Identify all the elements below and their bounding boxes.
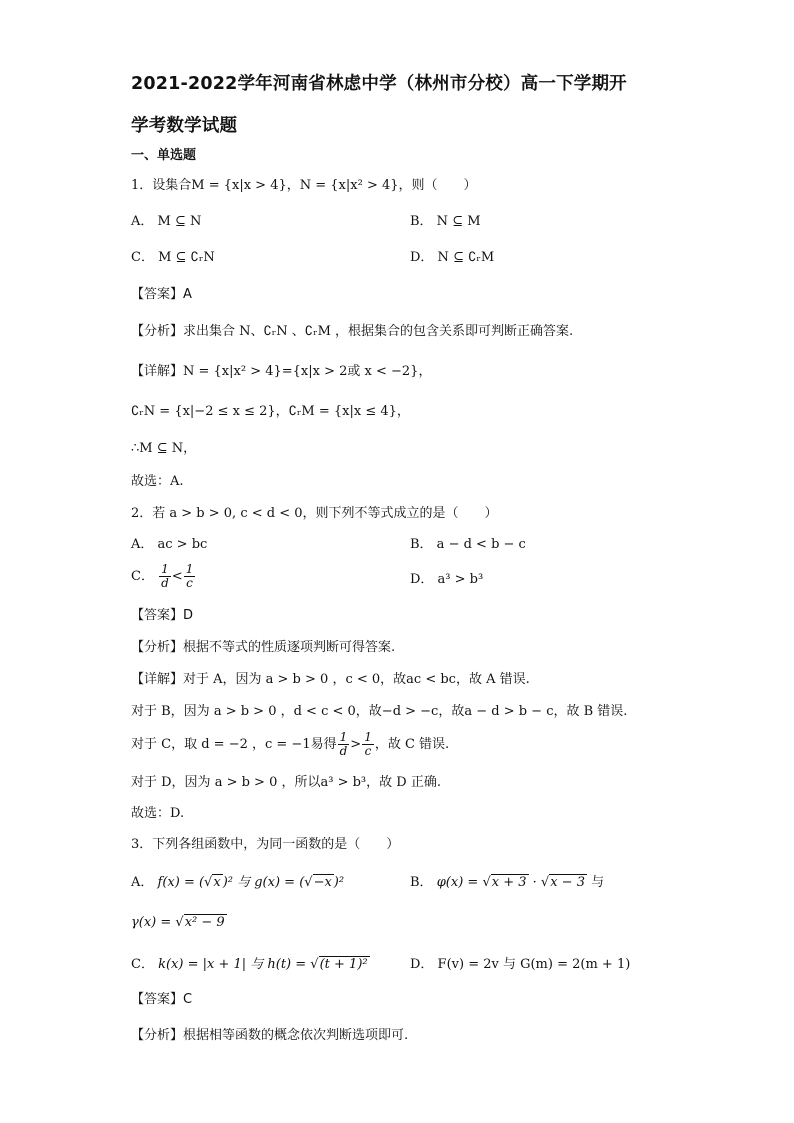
q2-option-a: A． ac > bc	[131, 537, 208, 552]
q3-option-b	[410, 873, 604, 893]
q3-option-c-text: k(x) = |x + 1| 与 h(t) =	[158, 957, 311, 972]
q2-option-c	[131, 563, 196, 590]
page-title-continued: 学考数学试题	[131, 116, 238, 136]
q2-answer: 【答案】D	[131, 608, 194, 623]
sqrt-icon: √	[304, 875, 313, 890]
q3-option-b-label: B．	[410, 875, 433, 890]
greater-than-sign: >	[350, 737, 362, 752]
q3-option-b-with: 与	[586, 875, 605, 890]
q2-option-c-label: C．	[131, 569, 154, 584]
sqrt-icon: √	[175, 915, 184, 930]
q3-analysis: 【分析】根据相等函数的概念依次判断选项即可.	[131, 1028, 409, 1043]
q1-option-d: D． N ⊆ ∁ᵣM	[410, 250, 495, 265]
sqrt-icon: √	[482, 875, 491, 890]
q2-option-d: D． a³ > b³	[410, 572, 484, 587]
frac-denominator: d	[161, 576, 169, 590]
radicand: x + 3	[491, 875, 527, 890]
q3-option-b-phi: φ(x) =	[436, 875, 483, 890]
q2-detail-d: 对于 D，因为 a > b > 0 ，所以a³ > b³，故 D 正确.	[131, 775, 441, 790]
q1-detail-1: 【详解】N = {x|x² > 4}={x|x > 2或 x < −2}，	[131, 364, 432, 379]
frac-denominator: c	[186, 576, 193, 590]
q2-stem: 2．若 a > b > 0, c < d < 0，则下列不等式成立的是（ ）	[131, 506, 498, 521]
q3-option-b-gamma: γ(x) =	[131, 915, 176, 930]
q2-detail-b: 对于 B，因为 a > b > 0 ，d < c < 0，故−d > −c，故a − d > b − c，故 B 错误.	[131, 704, 628, 719]
q3-stem: 3．下列各组函数中，为同一函数的是（ ）	[131, 837, 400, 852]
frac-numerator: 1	[185, 562, 194, 576]
q1-option-c: C． M ⊆ ∁ᵣN	[131, 250, 215, 265]
q1-detail-3: ∴M ⊆ N，	[131, 441, 197, 456]
radicand: x	[213, 875, 221, 890]
q3-answer: 【答案】C	[131, 992, 193, 1007]
q3-option-b-dot: ·	[528, 875, 541, 890]
q2-option-b: B． a − d < b − c	[410, 537, 526, 552]
page-title: 2021-2022学年河南省林虑中学（林州市分校）高一下学期开	[131, 74, 627, 94]
frac-numerator: 1	[159, 563, 171, 577]
q3-option-a-label: A．	[131, 875, 154, 890]
radicand: (t + 1)²	[319, 957, 368, 972]
q1-option-b: B． N ⊆ M	[410, 214, 481, 229]
q2-detail-a: 【详解】对于 A，因为 a > b > 0 ，c < 0，故ac < bc，故 A 错误.	[131, 672, 530, 687]
section-heading: 一、单选题	[131, 148, 197, 163]
q1-option-a: A． M ⊆ N	[131, 214, 202, 229]
q2-detail-c-prefix: 对于 C，取 d = −2 ，c = −1易得	[131, 737, 337, 752]
radicand: x² − 9	[184, 915, 225, 930]
q1-conclusion: 故选：A.	[131, 474, 184, 489]
frac-numerator: 1	[338, 731, 350, 745]
q1-detail-2: ∁ᵣN = {x|−2 ≤ x ≤ 2}，∁ᵣM = {x|x ≤ 4}，	[131, 404, 410, 419]
q1-answer: 【答案】A	[131, 287, 192, 302]
sqrt-icon: √	[540, 875, 550, 890]
frac-denominator: d	[339, 744, 348, 758]
sqrt-icon: √	[204, 875, 213, 890]
q3-option-c-label: C．	[131, 957, 154, 972]
q3-option-a-mid: )² 与 g(x) = (	[222, 875, 305, 890]
frac-denominator: c	[364, 744, 372, 758]
fraction-one-over-c	[362, 731, 374, 758]
q2-detail-c-suffix: ，故 C 错误.	[374, 737, 450, 752]
q2-conclusion: 故选：D.	[131, 806, 185, 821]
fraction-one-over-c	[184, 563, 196, 590]
fraction-one-over-d	[338, 731, 350, 758]
q2-detail-c	[131, 731, 449, 758]
fraction-one-over-d	[159, 563, 171, 590]
frac-numerator: 1	[364, 730, 372, 744]
q1-stem: 1．设集合M = {x|x > 4}，N = {x|x² > 4}，则（ ）	[131, 178, 477, 193]
radicand: −x	[313, 875, 332, 890]
q2-analysis: 【分析】根据不等式的性质逐项判断可得答案.	[131, 640, 396, 655]
q1-analysis: 【分析】求出集合 N、∁ᵣN 、∁ᵣM ，根据集合的包含关系即可判断正确答案.	[131, 324, 574, 339]
less-than-sign: <	[171, 569, 183, 584]
q3-option-c	[131, 955, 370, 975]
q3-option-a	[131, 873, 344, 893]
radicand: x − 3	[550, 875, 585, 890]
q3-option-a-f: f(x) = (	[157, 875, 205, 890]
sqrt-icon: √	[310, 957, 319, 972]
q3-option-b-line2	[131, 913, 227, 933]
q3-option-a-end: )²	[333, 875, 345, 890]
q3-option-d: D． F(v) = 2v 与 G(m) = 2(m + 1)	[410, 957, 631, 972]
